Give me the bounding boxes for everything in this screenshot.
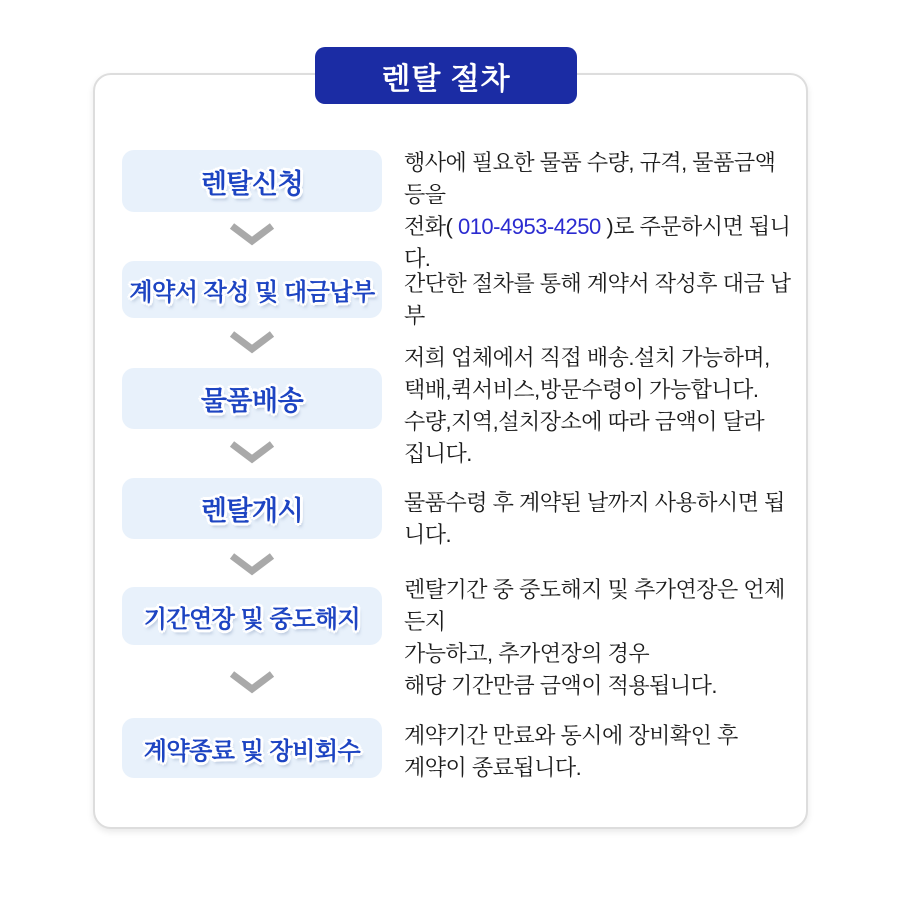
desc-line: [404, 211, 800, 275]
step-label: 계약종료 및 장비회수: [143, 737, 361, 765]
step-box-rental-apply: [122, 150, 382, 212]
chevron-down-icon: [229, 441, 275, 464]
step-description-rental-apply: [404, 147, 800, 275]
desc-text: )로 주문하시면 됩니다.: [404, 214, 791, 271]
chevron-down-icon: [229, 223, 275, 246]
step-label: 렌탈신청: [200, 168, 304, 199]
step-description-extension-cancellation: [404, 574, 800, 702]
desc-line: 택배,퀵서비스,방문수령이 가능합니다.: [404, 377, 759, 402]
desc-line: 수량,지역,설치장소에 따라 금액이 달라: [404, 409, 765, 434]
desc-line: 가능하고, 추가연장의 경우: [404, 641, 650, 666]
step-label: 계약서 작성 및 대금납부: [129, 279, 375, 306]
desc-line: 행사에 필요한 물품 수량, 규격, 물품금액 등을: [404, 150, 776, 207]
step-box-delivery: [122, 368, 382, 429]
desc-text: 전화(: [404, 214, 458, 239]
desc-line: 집니다.: [404, 441, 472, 466]
chevron-down-icon: [229, 553, 275, 576]
step-label: 물품배송: [200, 386, 304, 416]
desc-line: 계약기간 만료와 동시에 장비확인 후: [404, 723, 738, 748]
step-box-contract-payment: [122, 261, 382, 318]
desc-line: 해당 기간만큼 금액이 적용됩니다.: [404, 673, 717, 698]
chevron-down-icon: [229, 671, 275, 694]
step-description-delivery: [404, 342, 800, 470]
step-description-rental-start: [404, 487, 800, 551]
step-label: 렌탈개시: [200, 496, 304, 526]
desc-line: 계약이 종료됩니다.: [404, 755, 582, 780]
desc-line: 물품수령 후 계약된 날까지 사용하시면 됩니다.: [404, 490, 785, 547]
desc-line: 렌탈기간 중 중도해지 및 추가연장은 언제든지: [404, 577, 785, 634]
step-label: 기간연장 및 중도해지: [143, 605, 361, 633]
step-description-contract-end-equipment-return: [404, 720, 800, 784]
step-box-rental-start: [122, 478, 382, 539]
desc-line: 저희 업체에서 직접 배송.설치 가능하며,: [404, 345, 770, 370]
desc-line: 간단한 절차를 통해 계약서 작성후 대금 납부: [404, 271, 791, 328]
chevron-down-icon: [229, 331, 275, 354]
step-box-contract-end-equipment-return: [122, 718, 382, 778]
page-title: [315, 47, 577, 104]
step-box-extension-cancellation: [122, 587, 382, 645]
phone-number: 010-4953-4250: [457, 214, 601, 239]
step-description-contract-payment: [404, 268, 800, 332]
page-title-label: 렌탈 절차: [381, 62, 511, 96]
